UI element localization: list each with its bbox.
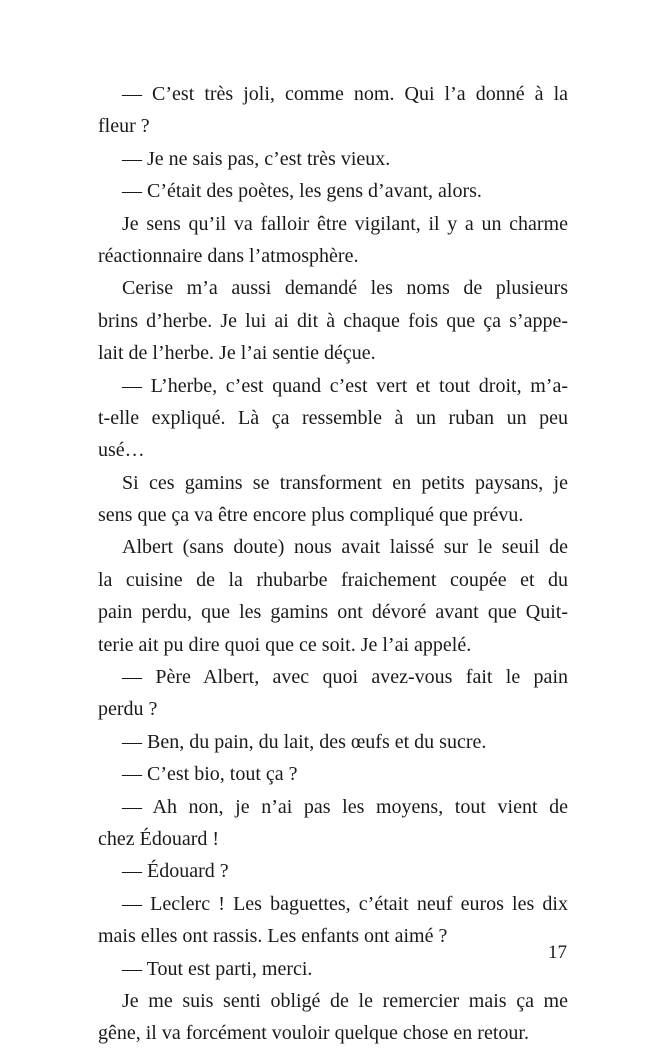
text-line: — Ben, du pain, du lait, des œufs et du sucre. — [122, 730, 487, 753]
text-line: lait de l’herbe. Je l’ai sentie déçue. — [98, 342, 376, 365]
text-line: pain perdu, que les gamins ont dévoré avant que Quit- — [98, 601, 568, 624]
text-line: t-elle expliqué. Là ça ressemble à un ruban un peu — [98, 406, 568, 429]
text-line: mais elles ont rassis. Les enfants ont aimé ? — [98, 925, 448, 948]
text-line: — C’est très joli, comme nom. Qui l’a donné à la — [122, 83, 568, 105]
text-line: Si ces gamins se transforment en petits paysans, je — [122, 471, 568, 494]
text-line: gêne, il va forcément vouloir quelque chose en retour. — [98, 1022, 529, 1045]
text-line: — Édouard ? — [122, 860, 229, 883]
text-line: fleur ? — [98, 115, 150, 138]
text-line: — C’est bio, tout ça ? — [122, 763, 298, 786]
text-line: réactionnaire dans l’atmosphère. — [98, 244, 359, 267]
text-line: perdu ? — [98, 698, 158, 721]
text-line: — L’herbe, c’est quand c’est vert et tout droit, m’a- — [122, 374, 568, 397]
text-line: — Tout est parti, merci. — [122, 957, 313, 980]
text-line: la cuisine de la rhubarbe fraichement coupée et du — [98, 568, 568, 591]
text-line: — Ah non, je n’ai pas les moyens, tout vient de — [122, 795, 568, 818]
body-text — [98, 78, 568, 1050]
text-line: Albert (sans doute) nous avait laissé sur le seuil de — [122, 536, 568, 559]
text-line: — Leclerc ! Les baguettes, c’était neuf euros les dix — [122, 892, 568, 915]
text-line: chez Édouard ! — [98, 827, 220, 850]
text-line: Je sens qu’il va falloir être vigilant, il y a un charme — [122, 212, 568, 235]
text-line: usé… — [98, 439, 145, 462]
text-line: Cerise m’a aussi demandé les noms de plusieurs — [122, 277, 568, 300]
text-line: — C’était des poètes, les gens d’avant, alors. — [122, 180, 482, 203]
text-line: terie ait pu dire quoi que ce soit. Je l’ai appelé. — [98, 633, 472, 656]
text-line: — Je ne sais pas, c’est très vieux. — [122, 147, 391, 170]
text-line: Je me suis senti obligé de le remercier mais ça me — [122, 989, 568, 1012]
text-line: — Père Albert, avec quoi avez-vous fait le pain — [122, 666, 568, 689]
text-line: brins d’herbe. Je lui ai dit à chaque fois que ça s’appe- — [98, 309, 568, 332]
page-number: 17 — [548, 942, 567, 963]
text-line: sens que ça va être encore plus compliqué que prévu. — [98, 504, 524, 527]
